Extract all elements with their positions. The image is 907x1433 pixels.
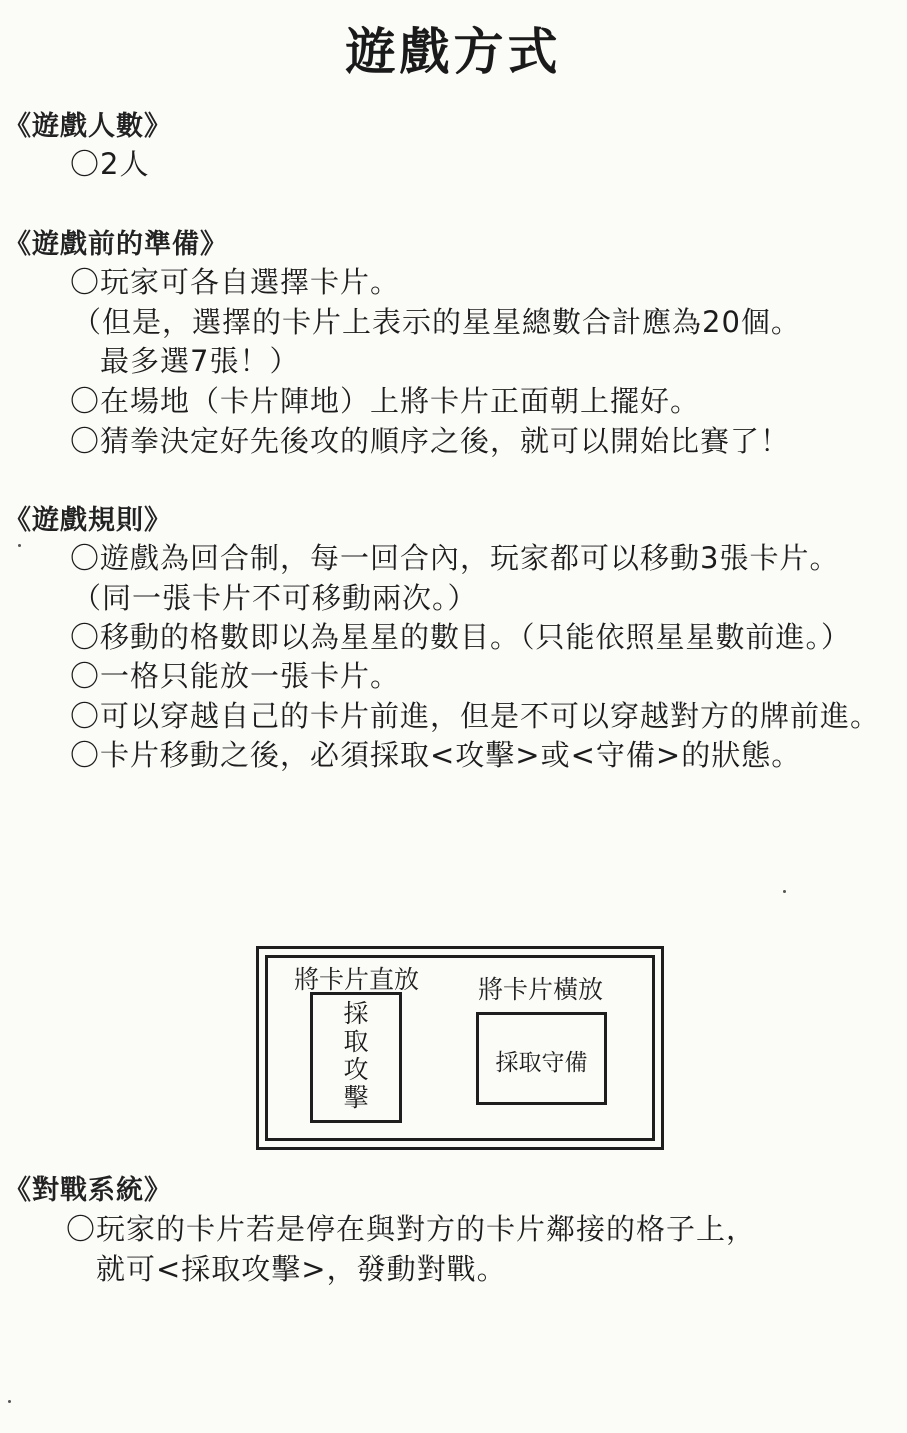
preparation-line-4: 〇在場地（卡片陣地）上將卡片正面朝上擺好。 <box>70 384 701 418</box>
preparation-line-1: 〇玩家可各自選擇卡片。 <box>70 265 401 299</box>
section-heading-preparation: 《遊戲前的準備》 <box>4 229 228 260</box>
scan-speck <box>8 1400 11 1403</box>
rules-line-1: 〇遊戲為回合制，每一回合內，玩家都可以移動3張卡片。 <box>70 541 840 575</box>
scan-speck <box>783 890 786 893</box>
rules-line-6: 〇卡片移動之後，必須採取<攻擊>或<守備>的狀態。 <box>70 738 802 772</box>
rules-line-5: 〇可以穿越自己的卡片前進，但是不可以穿越對方的牌前進。 <box>70 699 881 733</box>
rules-line-3: 〇移動的格數即以為星星的數目。（只能依照星星數前進。） <box>70 620 852 654</box>
rules-line-4: 〇一格只能放一張卡片。 <box>70 659 401 693</box>
page-title: 遊戲方式 <box>345 23 562 81</box>
section-heading-rules: 《遊戲規則》 <box>4 505 172 536</box>
rules-line-2: （同一張卡片不可移動兩次。） <box>72 581 478 615</box>
players-line: 〇2人 <box>70 147 150 181</box>
horizontal-card-label: 將卡片橫放 <box>478 975 604 1004</box>
section-heading-battle: 《對戰系統》 <box>4 1175 172 1206</box>
vertical-card-label: 將卡片直放 <box>294 965 420 994</box>
section-heading-players: 《遊戲人數》 <box>4 111 172 142</box>
battle-line-2: 就可<採取攻擊>，發動對戰。 <box>96 1252 507 1286</box>
vertical-card-text: 採取攻擊 <box>343 999 369 1112</box>
preparation-line-3: 最多選7張！） <box>100 344 300 378</box>
battle-line-1: 〇玩家的卡片若是停在與對方的卡片鄰接的格子上， <box>66 1212 757 1246</box>
scan-speck <box>18 544 21 547</box>
preparation-line-2: （但是，選擇的卡片上表示的星星總數合計應為20個。 <box>72 305 801 339</box>
preparation-line-5: 〇猜拳決定好先後攻的順序之後，就可以開始比賽了！ <box>70 424 791 458</box>
horizontal-card-text: 採取守備 <box>495 1050 588 1076</box>
